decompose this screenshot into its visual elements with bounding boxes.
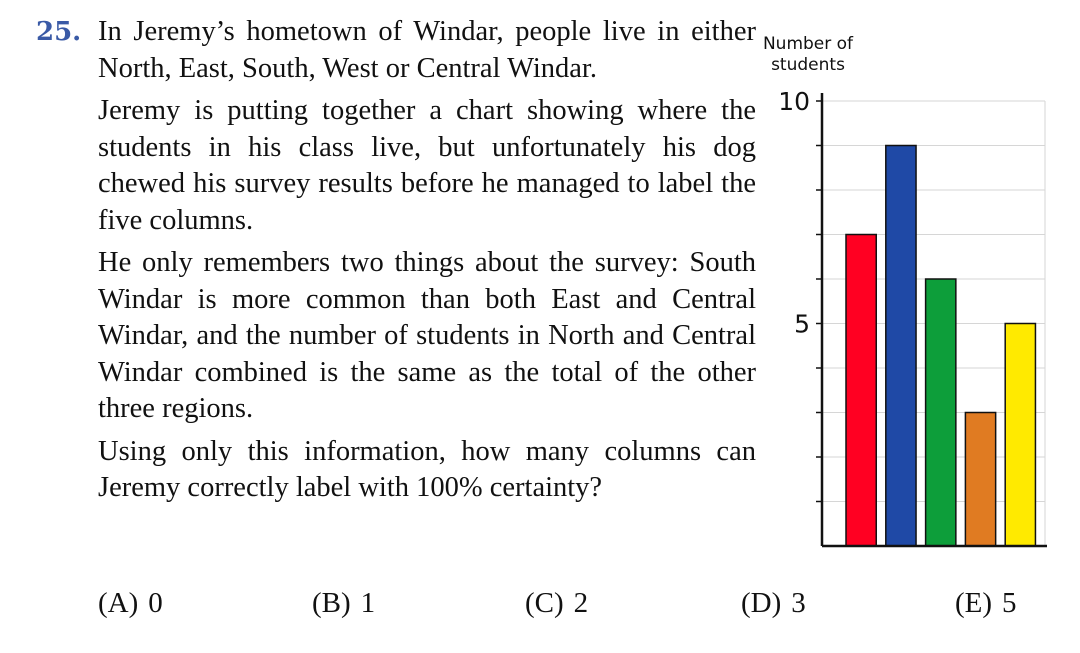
y-axis-label-line-2: students <box>771 55 845 75</box>
y-axis-title <box>763 34 854 75</box>
bars <box>846 146 1035 547</box>
option-e[interactable] <box>955 587 1017 620</box>
option-value: 3 <box>791 587 806 619</box>
option-c[interactable] <box>525 587 588 620</box>
option-a[interactable] <box>98 587 163 620</box>
y-axis-label-line-1: Number of <box>762 34 854 54</box>
bar-chart <box>740 22 1070 562</box>
option-value: 1 <box>360 587 376 619</box>
option-letter: (B) <box>312 587 351 619</box>
option-value: 5 <box>1002 587 1017 619</box>
y-tick-labels <box>778 87 810 339</box>
bar-1 <box>846 235 876 547</box>
question-text <box>98 14 756 513</box>
question-paragraph-2: Jeremy is putting together a chart showing where the students in his class live, but unfortunately his dog chewed his survey results before he managed to label the five columns. <box>98 95 756 236</box>
y-tick-label: 5 <box>794 309 810 339</box>
option-letter: (A) <box>98 587 139 619</box>
answer-options <box>98 587 1038 627</box>
bar-3 <box>926 279 956 546</box>
bar-5 <box>1005 324 1035 547</box>
option-letter: (C) <box>525 587 564 619</box>
option-letter: (D) <box>741 587 782 619</box>
option-value: 0 <box>148 587 163 619</box>
question-paragraph-4: Using only this information, how many columns can Jeremy correctly label with 100% certainty? <box>98 435 756 503</box>
bar-2 <box>886 146 916 547</box>
option-d[interactable] <box>741 587 806 620</box>
question-paragraph-3: He only remembers two things about the survey: South Windar is more common than both East and Central Windar, and the number of students in North and Central Windar combined is the same as the total of the other three regions. <box>98 247 756 424</box>
question-paragraph-1: In Jeremy’s hometown of Windar, people live in either North, East, South, West or Central Windar. <box>98 16 756 84</box>
option-value: 2 <box>573 587 589 619</box>
option-b[interactable] <box>312 587 375 620</box>
question-number: 25. <box>36 17 82 47</box>
option-letter: (E) <box>955 587 993 619</box>
y-tick-label: 10 <box>778 87 810 116</box>
bar-4 <box>965 413 995 547</box>
